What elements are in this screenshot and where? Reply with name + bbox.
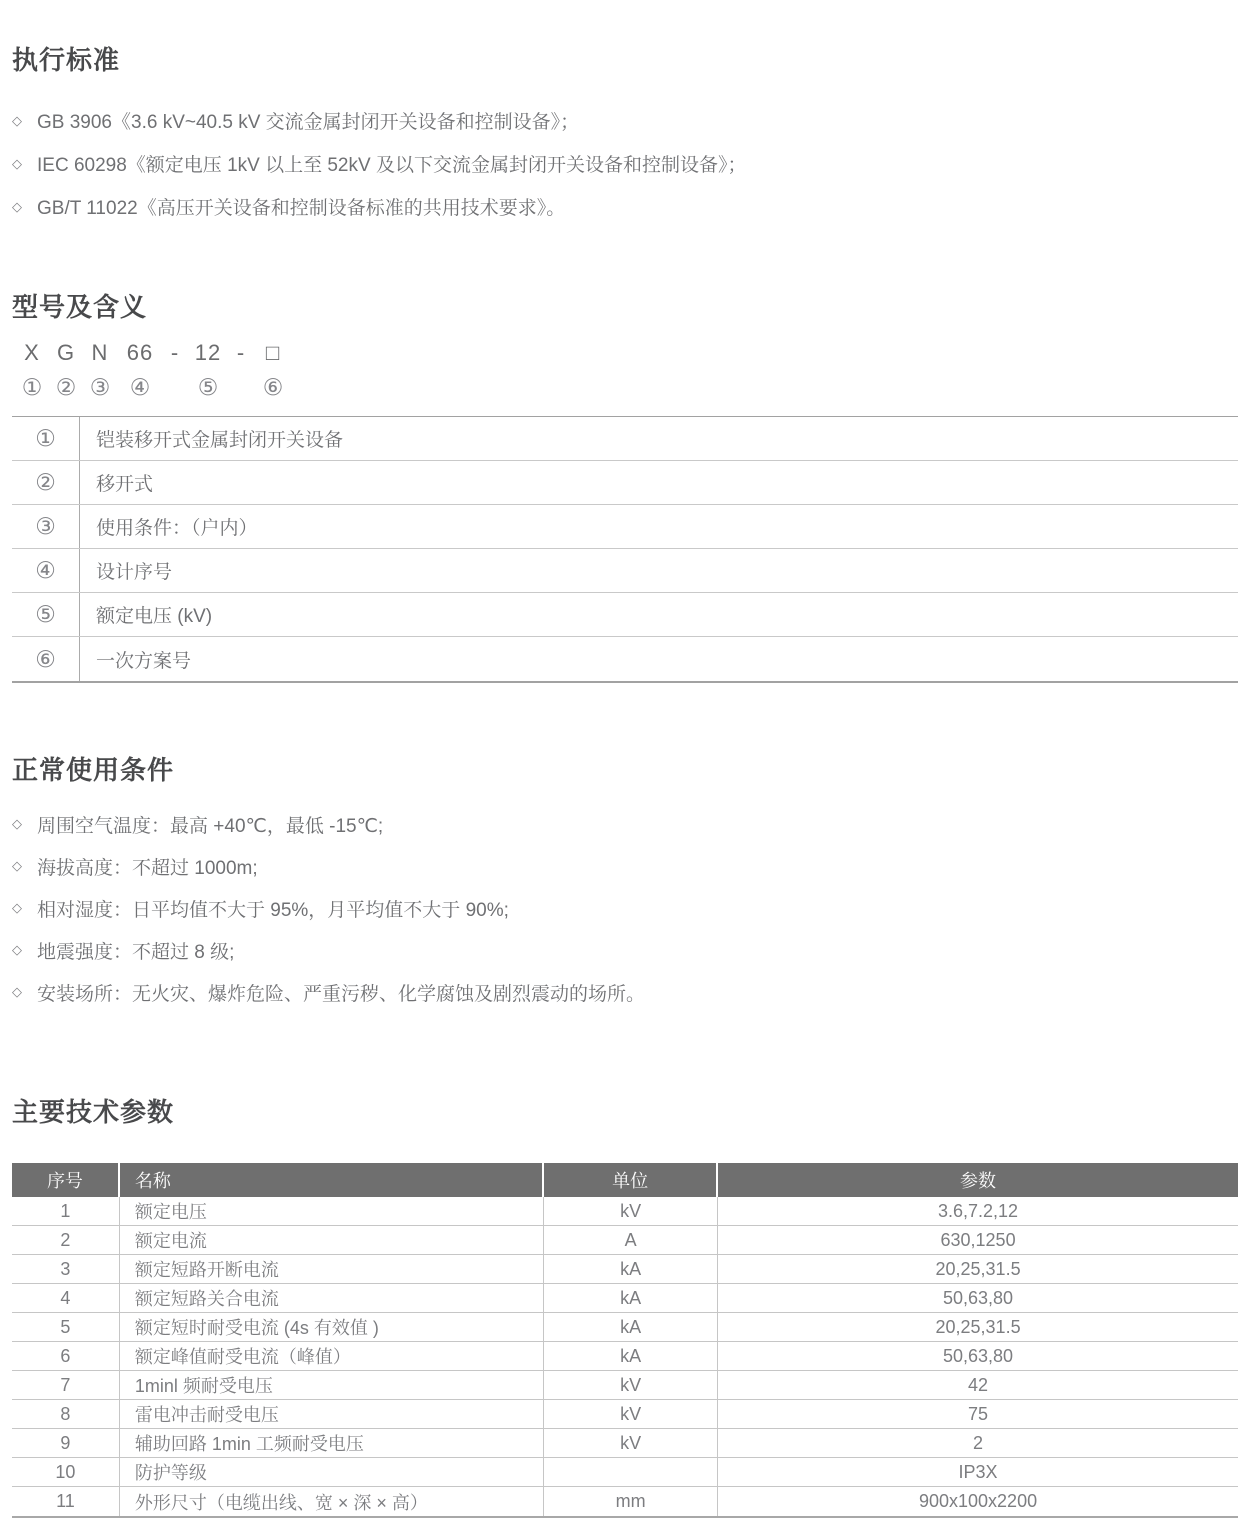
table-row xyxy=(12,461,1238,505)
row-mark: ④ xyxy=(12,549,80,592)
cell-name: 额定短路关合电流 xyxy=(120,1284,544,1312)
row-desc: 使用条件：（户内） xyxy=(96,518,258,539)
table-row xyxy=(12,1458,1238,1487)
table-header-row xyxy=(12,1163,1238,1197)
cell-unit: kV xyxy=(544,1429,718,1457)
table-row xyxy=(12,1313,1238,1342)
cell-name: 1minl 频耐受电压 xyxy=(120,1371,544,1399)
table-row xyxy=(12,417,1238,461)
condition-text: 周围空气温度：最高 +40℃，最低 -15℃; xyxy=(37,815,384,837)
cell-value: 75 xyxy=(968,1403,989,1424)
row-mark: ① xyxy=(12,417,80,460)
table-row xyxy=(12,637,1238,681)
code-part xyxy=(163,336,187,404)
code-char: X xyxy=(24,340,40,365)
diamond-bullet-icon: ◇ xyxy=(12,984,22,999)
cell-name: 额定短时耐受电流 (4s 有效值 ) xyxy=(120,1313,544,1341)
cell-unit: kV xyxy=(544,1400,718,1428)
cell-no: 10 xyxy=(12,1458,120,1486)
cell-no: 9 xyxy=(12,1429,120,1457)
row-desc: 一次方案号 xyxy=(96,650,192,672)
standards-section xyxy=(12,45,1238,228)
cell-unit: kV xyxy=(544,1197,718,1225)
cell-value: IP3X xyxy=(958,1461,998,1482)
cell-no: 1 xyxy=(12,1197,120,1225)
cell-no: 2 xyxy=(12,1226,120,1254)
table-row xyxy=(12,1284,1238,1313)
row-desc: 移开式 xyxy=(96,474,154,495)
list-item xyxy=(12,185,1238,228)
list-item xyxy=(12,142,1238,185)
cell-value: 50,63,80 xyxy=(943,1345,1014,1366)
cell-unit: A xyxy=(544,1226,718,1254)
table-row xyxy=(12,1255,1238,1284)
row-mark: ③ xyxy=(12,505,80,548)
row-desc: 设计序号 xyxy=(96,562,173,583)
conditions-list xyxy=(12,803,1238,1013)
code-mark: ① xyxy=(21,374,43,400)
cell-name: 雷电冲击耐受电压 xyxy=(120,1400,544,1428)
list-item xyxy=(12,803,1238,845)
parameters-title: 主要技术参数 xyxy=(12,1097,175,1127)
cell-value: 900x100x2200 xyxy=(918,1491,1038,1511)
cell-unit xyxy=(544,1458,718,1486)
code-part xyxy=(83,336,117,404)
list-item xyxy=(12,99,1238,142)
cell-no: 5 xyxy=(12,1313,120,1341)
cell-no: 7 xyxy=(12,1371,120,1399)
table-row xyxy=(12,1371,1238,1400)
code-char: G xyxy=(56,340,76,365)
row-desc: 铠装移开式金属封闭开关设备 xyxy=(96,430,344,451)
cell-name: 额定电流 xyxy=(120,1226,544,1254)
code-char: N xyxy=(91,340,109,365)
cell-value: 50,63,80 xyxy=(943,1287,1014,1308)
table-row xyxy=(12,1400,1238,1429)
code-char: 66 xyxy=(126,340,154,365)
cell-unit: kA xyxy=(544,1284,718,1312)
column-header-unit: 单位 xyxy=(544,1163,718,1197)
model-section xyxy=(12,292,1238,683)
code-part xyxy=(15,336,49,404)
table-row xyxy=(12,1487,1238,1516)
cell-name: 额定峰值耐受电流（峰值） xyxy=(120,1342,544,1370)
list-item xyxy=(12,929,1238,971)
cell-name: 额定短路开断电流 xyxy=(120,1255,544,1283)
code-char: - xyxy=(236,340,246,365)
standards-list xyxy=(12,99,1238,228)
cell-unit: kA xyxy=(544,1342,718,1370)
code-part xyxy=(49,336,83,404)
cell-unit: kA xyxy=(544,1313,718,1341)
column-header-no: 序号 xyxy=(12,1163,120,1197)
cell-unit: kA xyxy=(544,1255,718,1283)
code-part xyxy=(117,336,163,404)
cell-value: 20,25,31.5 xyxy=(935,1258,1021,1279)
condition-text: 相对湿度：日平均值不大于 95%，月平均值不大于 90%; xyxy=(37,899,509,921)
model-code-diagram xyxy=(12,336,1238,404)
row-desc: 额定电压 (kV) xyxy=(96,606,213,627)
table-row xyxy=(12,1429,1238,1458)
diamond-bullet-icon: ◇ xyxy=(12,816,22,831)
conditions-section xyxy=(12,755,1238,1013)
table-row xyxy=(12,593,1238,637)
diamond-bullet-icon: ◇ xyxy=(12,900,22,915)
cell-no: 11 xyxy=(12,1487,120,1516)
row-mark: ⑥ xyxy=(12,637,80,681)
list-item xyxy=(12,845,1238,887)
code-char: - xyxy=(170,340,180,365)
table-row xyxy=(12,1197,1238,1226)
code-char: 12 xyxy=(194,340,222,365)
cell-no: 8 xyxy=(12,1400,120,1428)
table-row xyxy=(12,1342,1238,1371)
code-mark: ③ xyxy=(89,374,111,400)
condition-text: 海拔高度：不超过 1000m; xyxy=(37,857,258,879)
cell-name: 防护等级 xyxy=(120,1458,544,1486)
cell-name: 外形尺寸（电缆出线、宽 × 深 × 高） xyxy=(120,1487,544,1516)
standard-text: IEC 60298《额定电压 1kV 以上至 52kV 及以下交流金属封闭开关设备和控制设备》； xyxy=(37,155,747,176)
table-row xyxy=(12,505,1238,549)
code-mark: ② xyxy=(55,374,77,400)
standard-text: GB 3906《3.6 kV~40.5 kV 交流金属封闭开关设备和控制设备》； xyxy=(37,112,580,133)
code-mark: ④ xyxy=(129,374,151,400)
diamond-bullet-icon: ◇ xyxy=(12,942,22,957)
list-item xyxy=(12,887,1238,929)
diamond-bullet-icon: ◇ xyxy=(12,858,22,873)
column-header-name: 名称 xyxy=(120,1163,544,1197)
standard-text: GB/T 11022《高压开关设备和控制设备标准的共用技术要求》。 xyxy=(37,198,566,219)
list-item xyxy=(12,971,1238,1013)
conditions-title: 正常使用条件 xyxy=(12,755,175,785)
cell-no: 3 xyxy=(12,1255,120,1283)
condition-text: 安装场所：无火灾、爆炸危险、严重污秽、化学腐蚀及剧烈震动的场所。 xyxy=(37,983,646,1005)
cell-value: 42 xyxy=(968,1374,989,1395)
code-mark: ⑥ xyxy=(262,374,284,400)
model-title: 型号及含义 xyxy=(12,292,148,322)
cell-name: 辅助回路 1min 工频耐受电压 xyxy=(120,1429,544,1457)
row-mark: ② xyxy=(12,461,80,504)
cell-value: 2 xyxy=(973,1432,984,1453)
cell-no: 4 xyxy=(12,1284,120,1312)
code-part xyxy=(253,336,293,404)
model-meaning-table xyxy=(12,416,1238,683)
cell-unit: kV xyxy=(544,1371,718,1399)
code-part xyxy=(187,336,229,404)
cell-value: 3.6,7.2,12 xyxy=(938,1200,1019,1221)
table-row xyxy=(12,1226,1238,1255)
cell-value: 630,1250 xyxy=(940,1229,1016,1250)
condition-text: 地震强度：不超过 8 级; xyxy=(37,941,235,963)
table-row xyxy=(12,549,1238,593)
column-header-value: 参数 xyxy=(960,1171,997,1191)
parameters-table xyxy=(12,1163,1238,1518)
diamond-bullet-icon: ◇ xyxy=(12,155,22,171)
standards-title: 执行标准 xyxy=(12,45,121,75)
cell-name: 额定电压 xyxy=(120,1197,544,1225)
code-mark: ⑤ xyxy=(197,374,219,400)
diamond-bullet-icon: ◇ xyxy=(12,198,22,214)
cell-no: 6 xyxy=(12,1342,120,1370)
parameters-section xyxy=(12,1097,1238,1518)
cell-unit: mm xyxy=(544,1487,718,1516)
row-mark: ⑤ xyxy=(12,593,80,636)
cell-value: 20,25,31.5 xyxy=(935,1316,1021,1337)
diamond-bullet-icon: ◇ xyxy=(12,112,22,128)
code-char: □ xyxy=(265,340,281,365)
code-part xyxy=(229,336,253,404)
